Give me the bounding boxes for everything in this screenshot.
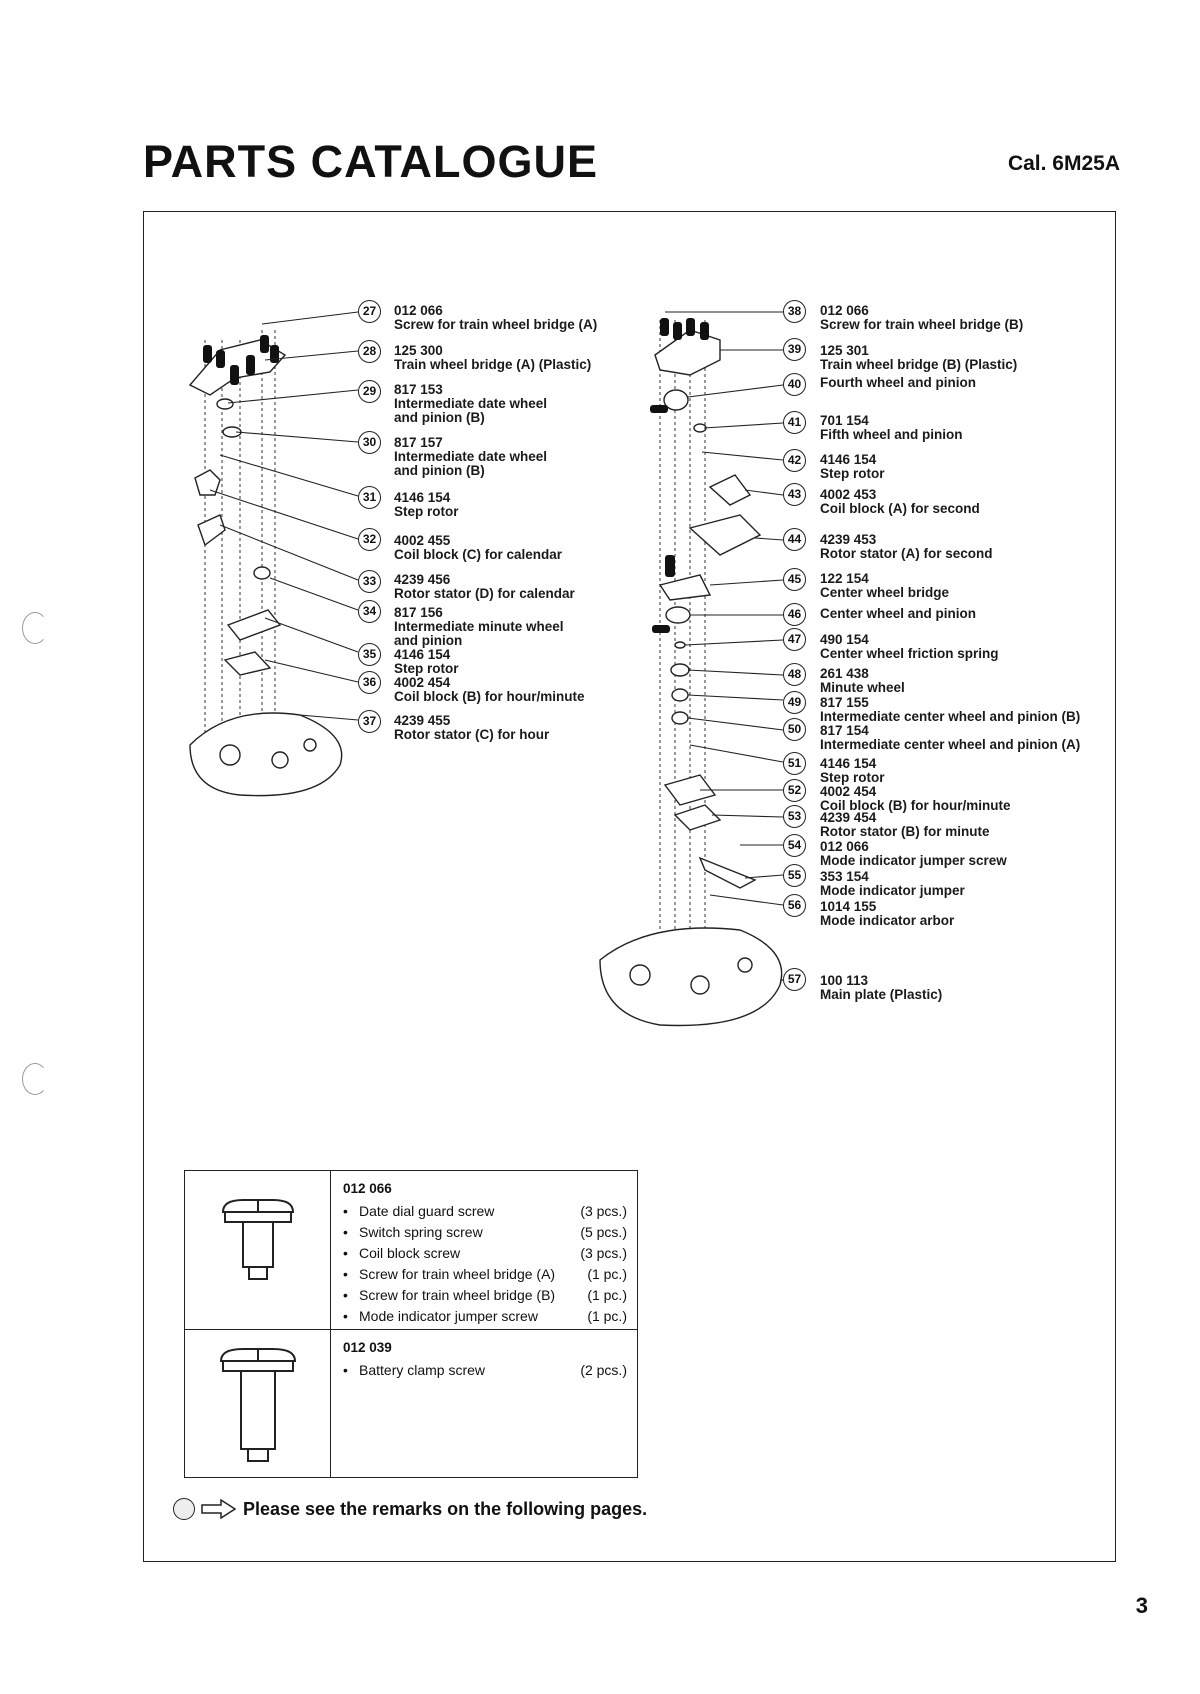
- callout-47: 47: [783, 628, 806, 651]
- page-number: 3: [1135, 1593, 1148, 1618]
- callout-31: 31: [358, 486, 381, 509]
- part-entry-49: 817 155 Intermediate center wheel and pinion (B): [820, 695, 1081, 724]
- part-entry-43: 4002 453 Coil block (A) for second: [820, 487, 980, 516]
- part-entry-48: 261 438 Minute wheel: [820, 666, 905, 695]
- screw-012039-drawing: [203, 1331, 313, 1471]
- callout-35: 35: [358, 643, 381, 666]
- part-entry-39: 125 301 Train wheel bridge (B) (Plastic): [820, 343, 1018, 372]
- callout-27: 27: [358, 300, 381, 323]
- screw-drawing-cell: [185, 1171, 331, 1330]
- part-entry-53: 4239 454 Rotor stator (B) for minute: [820, 810, 990, 839]
- callout-37: 37: [358, 710, 381, 733]
- callout-44: 44: [783, 528, 806, 551]
- table-row: [185, 1171, 638, 1330]
- part-entry-29: 817 153 Intermediate date wheel and pinion (B): [394, 382, 548, 425]
- callout-50: 50: [783, 718, 806, 741]
- screw-code: 012 066: [343, 1181, 392, 1196]
- part-entry-36: 4002 454 Coil block (B) for hour/minute: [394, 675, 585, 704]
- callout-55: 55: [783, 864, 806, 887]
- callout-33: 33: [358, 570, 381, 593]
- callout-41: 41: [783, 411, 806, 434]
- callout-48: 48: [783, 663, 806, 686]
- callout-28: 28: [358, 340, 381, 363]
- callout-52: 52: [783, 779, 806, 802]
- caliber-label: Cal. 6M25A: [1007, 152, 1120, 175]
- part-entry-41: 701 154 Fifth wheel and pinion: [820, 413, 963, 442]
- screw-code: 012 039: [343, 1340, 392, 1355]
- part-entry-45: 122 154 Center wheel bridge: [820, 571, 950, 600]
- callout-29: 29: [358, 380, 381, 403]
- part-entry-31: 4146 154 Step rotor: [394, 490, 459, 519]
- part-entry-28: 125 300 Train wheel bridge (A) (Plastic): [394, 343, 592, 372]
- screw-drawing-cell: [185, 1330, 331, 1478]
- remark-circle-icon: [173, 1498, 195, 1520]
- screw-012066-drawing: [203, 1172, 313, 1322]
- list-item: • Date dial guard screw (3 pcs.): [343, 1203, 627, 1219]
- list-item: • Switch spring screw (5 pcs.): [343, 1224, 627, 1240]
- callout-53: 53: [783, 805, 806, 828]
- callout-38: 38: [783, 300, 806, 323]
- part-entry-38: 012 066 Screw for train wheel bridge (B): [820, 303, 1024, 332]
- list-item: • Coil block screw (3 pcs.): [343, 1245, 627, 1261]
- callout-56: 56: [783, 894, 806, 917]
- part-entry-37: 4239 455 Rotor stator (C) for hour: [394, 713, 550, 742]
- part-entry-54: 012 066 Mode indicator jumper screw: [820, 839, 1007, 868]
- callout-30: 30: [358, 431, 381, 454]
- remark-note: [173, 1498, 647, 1520]
- part-entry-47: 490 154 Center wheel friction spring: [820, 632, 999, 661]
- callout-32: 32: [358, 528, 381, 551]
- list-item: • Screw for train wheel bridge (A) (1 pc.): [343, 1266, 627, 1282]
- screw-table: [184, 1170, 638, 1478]
- screw-012066-list: [331, 1171, 638, 1330]
- callout-42: 42: [783, 449, 806, 472]
- callout-34: 34: [358, 600, 381, 623]
- part-entry-56: 1014 155 Mode indicator arbor: [820, 899, 955, 928]
- callout-45: 45: [783, 568, 806, 591]
- screw-012039-list: [331, 1330, 638, 1478]
- part-entry-35: 4146 154 Step rotor: [394, 647, 459, 676]
- list-item: • Screw for train wheel bridge (B) (1 pc.): [343, 1287, 627, 1303]
- part-entry-30: 817 157 Intermediate date wheel and pinion (B): [394, 435, 548, 478]
- callout-49: 49: [783, 691, 806, 714]
- list-item: • Mode indicator jumper screw (1 pc.): [343, 1308, 627, 1324]
- callout-36: 36: [358, 671, 381, 694]
- list-item: • Battery clamp screw (2 pcs.): [343, 1362, 627, 1378]
- callout-46: 46: [783, 603, 806, 626]
- part-entry-42: 4146 154 Step rotor: [820, 452, 885, 481]
- part-entry-44: 4239 453 Rotor stator (A) for second: [820, 532, 993, 561]
- remark-text: Please see the remarks on the following pages.: [243, 1498, 648, 1519]
- callout-43: 43: [783, 483, 806, 506]
- callout-40: 40: [783, 373, 806, 396]
- part-entry-27: 012 066 Screw for train wheel bridge (A): [394, 303, 598, 332]
- callout-51: 51: [783, 752, 806, 775]
- callout-57: 57: [783, 968, 806, 991]
- page-title: PARTS CATALOGUE: [143, 136, 598, 187]
- part-entry-34: 817 156 Intermediate minute wheel and pinion: [394, 605, 564, 648]
- part-entry-57: 100 113 Main plate (Plastic): [820, 973, 943, 1002]
- table-row: [185, 1330, 638, 1478]
- part-entry-52: 4002 454 Coil block (B) for hour/minute: [820, 784, 1011, 813]
- part-entry-32: 4002 455 Coil block (C) for calendar: [394, 533, 563, 562]
- part-entry-51: 4146 154 Step rotor: [820, 756, 885, 785]
- callout-39: 39: [783, 338, 806, 361]
- part-entry-55: 353 154 Mode indicator jumper: [820, 869, 965, 898]
- arrow-right-icon: [201, 1499, 237, 1519]
- part-entry-40: Fourth wheel and pinion: [820, 375, 976, 390]
- part-entry-46: Center wheel and pinion: [820, 606, 977, 621]
- part-entry-50: 817 154 Intermediate center wheel and pinion (A): [820, 723, 1081, 752]
- callout-54: 54: [783, 834, 806, 857]
- part-entry-33: 4239 456 Rotor stator (D) for calendar: [394, 572, 575, 601]
